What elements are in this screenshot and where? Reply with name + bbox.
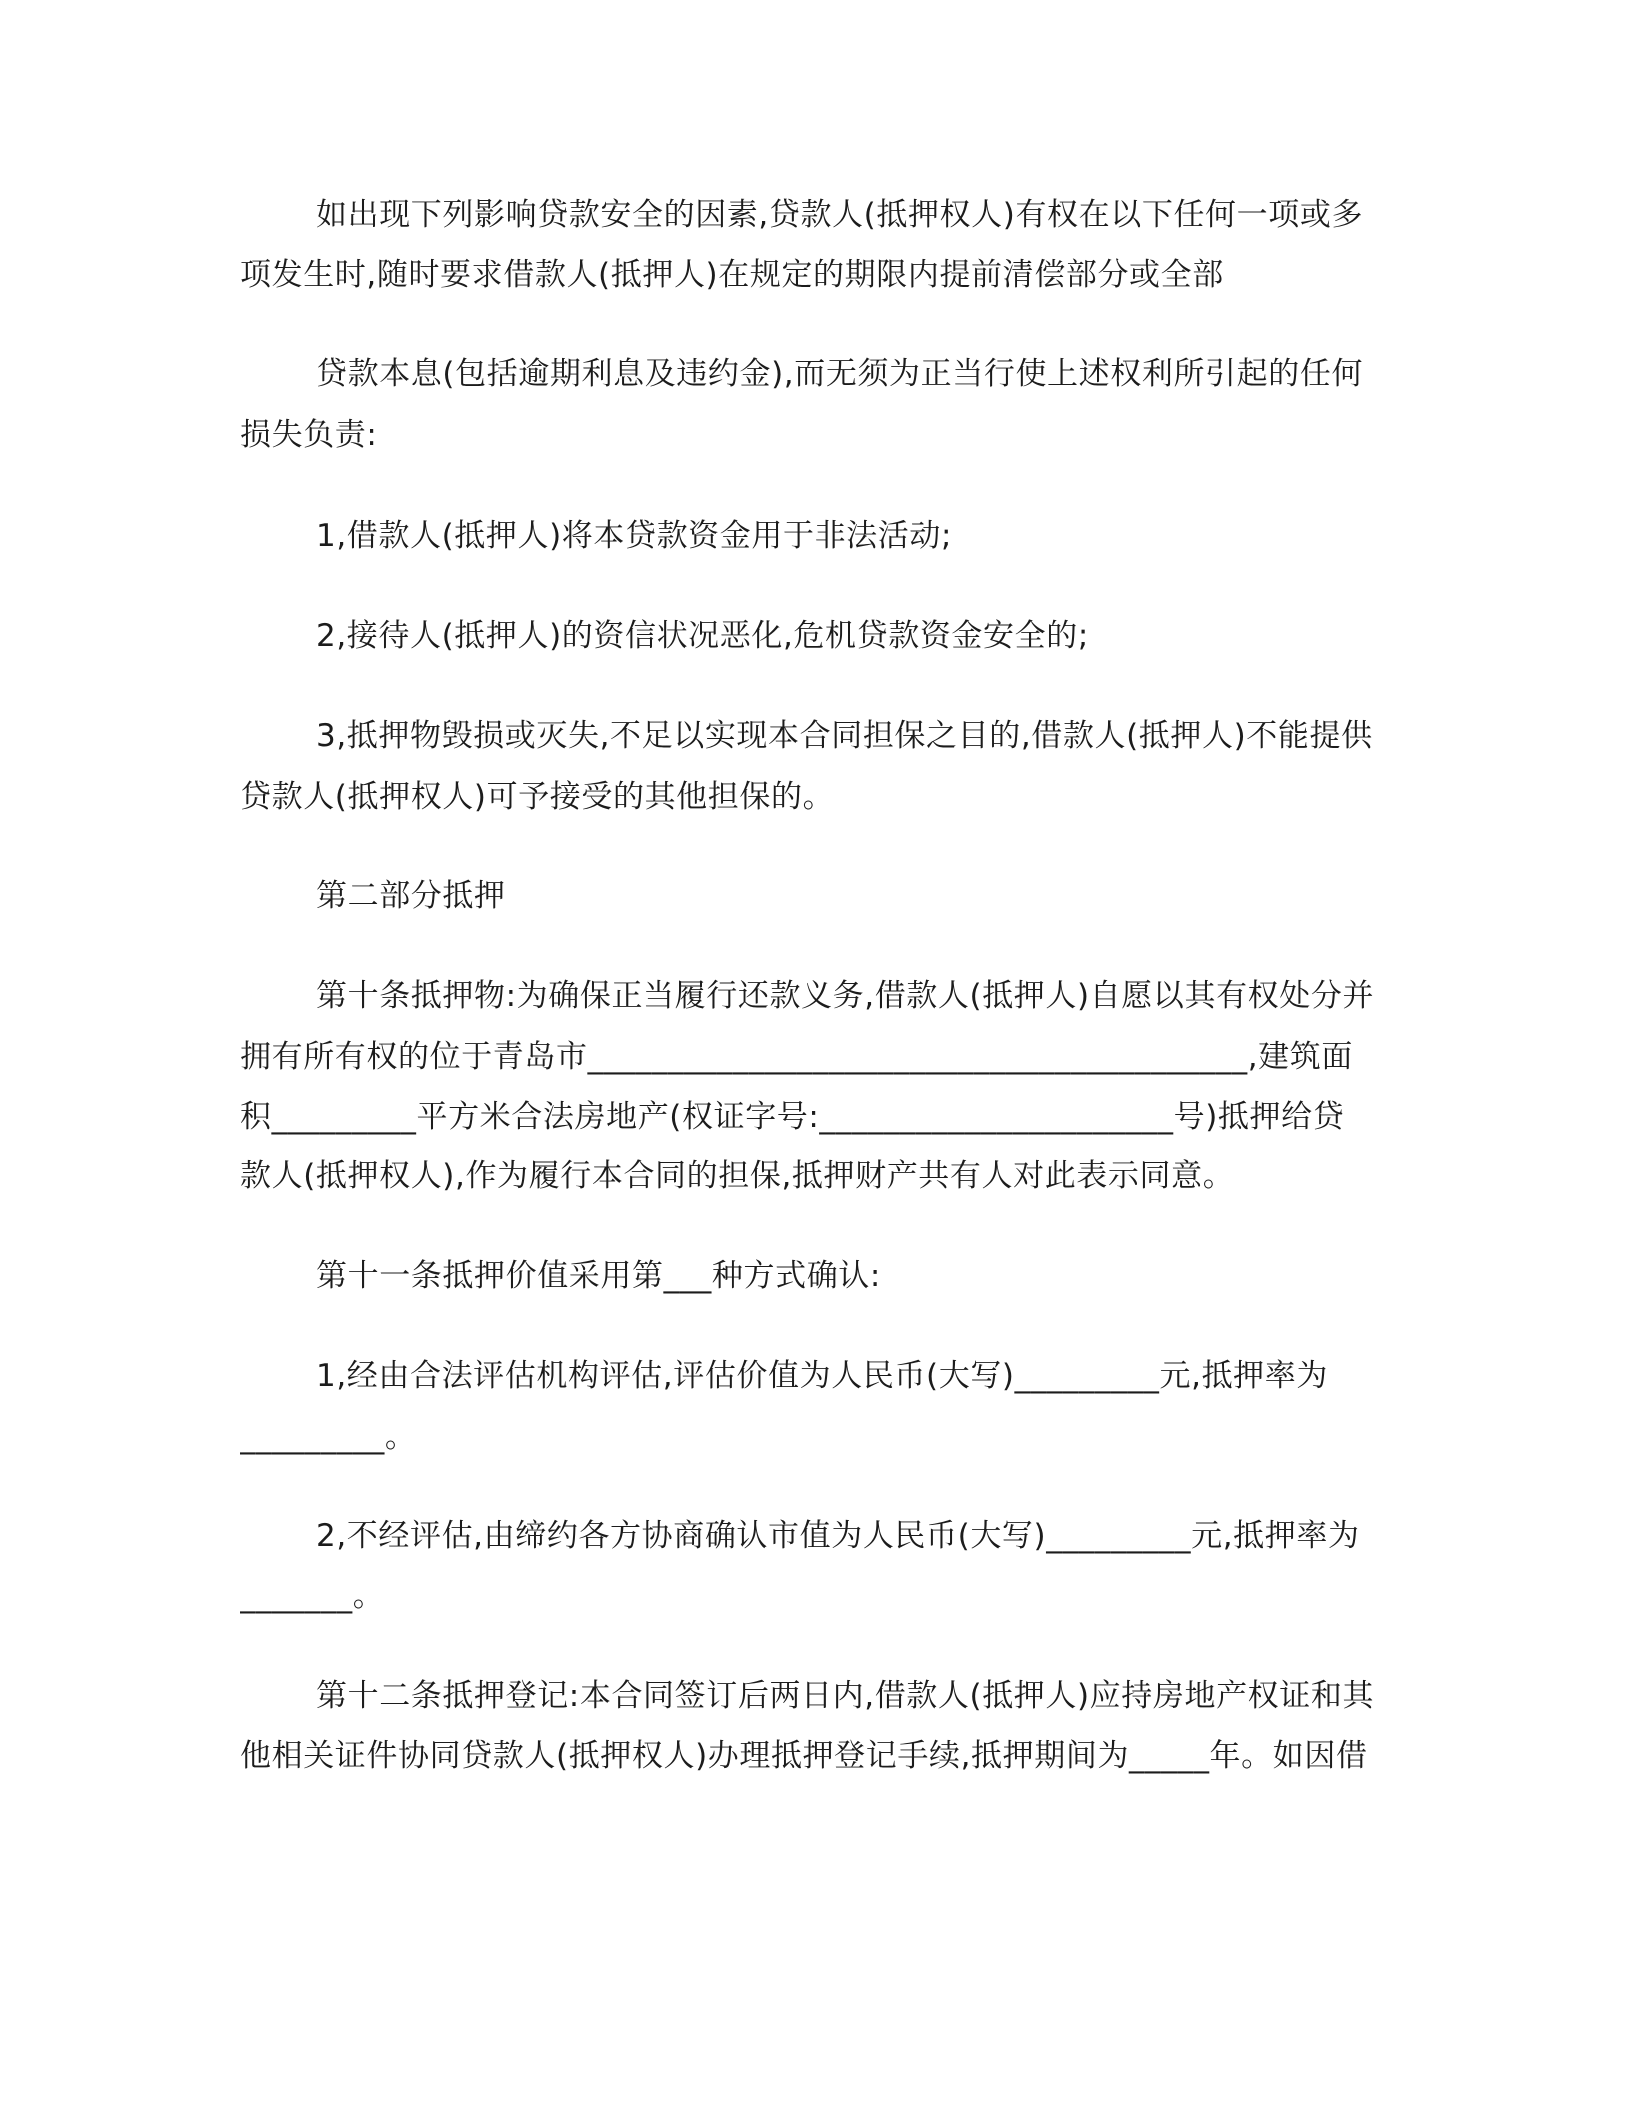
list-item-2-credit-deterioration: 2,接待人(抵押人)的资信状况恶化,危机贷款资金安全的; [316,618,1089,654]
paragraph-loan-principal-line-1: 贷款本息(包括逾期利息及违约金),而无须为正当行使上述权利所引起的任何 [316,356,1364,392]
article-11-option-1-line-2: _________。 [240,1419,417,1455]
paragraph-loan-principal-line-2: 损失负责: [240,417,378,453]
article-11-option-1-line-1: 1,经由合法评估机构评估,评估价值为人民币(大写)_________元,抵押率为 [316,1358,1328,1394]
article-10-line-2: 拥有所有权的位于青岛市_________________________________________,建筑面 [240,1039,1353,1075]
list-item-3-collateral-loss-line-1: 3,抵押物毁损或灭失,不足以实现本合同担保之目的,借款人(抵押人)不能提供 [316,718,1373,754]
paragraph-early-repayment-line-1: 如出现下列影响贷款安全的因素,贷款人(抵押权人)有权在以下任何一项或多 [316,197,1364,233]
article-11-option-2-line-2: _______。 [240,1578,385,1614]
article-11-heading: 第十一条抵押价值采用第___种方式确认: [316,1258,881,1294]
article-10-line-3: 积_________平方米合法房地产(权证字号:______________________号)抵押给贷 [240,1099,1345,1135]
article-10-line-4: 款人(抵押权人),作为履行本合同的担保,抵押财产共有人对此表示同意。 [240,1158,1235,1194]
article-12-line-1: 第十二条抵押登记:本合同签订后两日内,借款人(抵押人)应持房地产权证和其 [316,1678,1375,1714]
list-item-1-illegal-use: 1,借款人(抵押人)将本贷款资金用于非法活动; [316,518,953,554]
article-12-line-2: 他相关证件协同贷款人(抵押权人)办理抵押登记手续,抵押期间为_____年。如因借 [240,1738,1368,1774]
article-10-line-1: 第十条抵押物:为确保正当履行还款义务,借款人(抵押人)自愿以其有权处分并 [316,978,1375,1014]
paragraph-early-repayment-line-2: 项发生时,随时要求借款人(抵押人)在规定的期限内提前清偿部分或全部 [240,257,1224,293]
section-heading-part-two-mortgage: 第二部分抵押 [316,878,506,914]
list-item-3-collateral-loss-line-2: 贷款人(抵押权人)可予接受的其他担保的。 [240,779,835,815]
article-11-option-2-line-1: 2,不经评估,由缔约各方协商确认市值为人民币(大写)_________元,抵押率为 [316,1518,1360,1554]
